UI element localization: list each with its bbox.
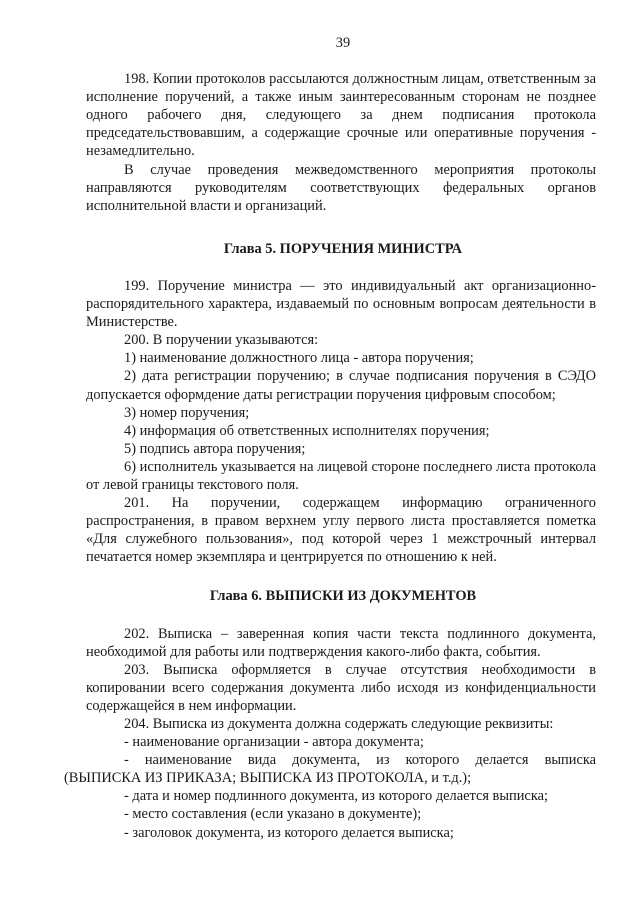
page-number: 39 bbox=[335, 35, 351, 51]
list-item-204-4: - место составления (если указано в документе); bbox=[124, 806, 422, 823]
list-item-200-1: 1) наименование должностного лица - автора поручения; bbox=[124, 350, 474, 367]
list-item-200-4: 4) информация об ответственных исполнителях поручения; bbox=[124, 422, 490, 439]
list-item-204-2-continuation: (ВЫПИСКА ИЗ ПРИКАЗА; ВЫПИСКА ИЗ ПРОТОКОЛА, и т.д.); bbox=[64, 770, 472, 787]
paragraph-200: 200. В поручении указываются: bbox=[124, 332, 319, 349]
paragraph-199: 199. Поручение министра — это индивидуальный акт организационно-распорядительного характера, издаваемый по основным вопросам деятельности в Министерстве. bbox=[86, 277, 596, 331]
list-item-200-5: 5) подпись автора поручения; bbox=[124, 440, 306, 457]
paragraph-203: 203. Выписка оформляется в случае отсутствия необходимости в копировании всего содержания документа либо исходя из конфиденциальности содержащейся в нем информации. bbox=[86, 661, 596, 714]
list-item-204-2: - наименование вида документа, из которого делается выписка bbox=[124, 752, 596, 769]
paragraph-204: 204. Выписка из документа должна содержать следующие реквизиты: bbox=[124, 716, 554, 732]
paragraph-198-interagency: В случае проведения межведомственного мероприятия протоколы направляются руководителям соответствующих федеральных органов исполнительной власти и организаций. bbox=[86, 161, 596, 214]
list-item-204-3: - дата и номер подлинного документа, из которого делается выписка; bbox=[124, 788, 548, 805]
chapter-6-title: Глава 6. ВЫПИСКИ ИЗ ДОКУМЕНТОВ bbox=[209, 588, 477, 605]
list-item-200-2: 2) дата регистрации поручению; в случае подписания поручения в СЭДО допускается оформдение даты регистрации поручения цифровым способом; bbox=[86, 368, 596, 403]
paragraph-202: 202. Выписка – заверенная копия части текста подлинного документа, необходимой для работы или подтверждения какого-либо факта, события. bbox=[86, 625, 596, 660]
paragraph-201: 201. На поручении, содержащем информацию ограниченного распространения, в правом верхнем углу первого листа проставляется пометка «Для служебного пользования», под которой через 1 межстрочный интервал печатается номер экземпляра и центрируется по отношению к ней. bbox=[86, 495, 596, 566]
list-item-204-1: - наименование организации - автора документа; bbox=[124, 734, 424, 751]
paragraph-198: 198. Копии протоколов рассылаются должностным лицам, ответственным за исполнение поручений, а также иным заинтересованным сторонам не позднее одного рабочего дня, следующего за днем подписания протокола председательствовавшим, а содержащие срочные или оперативные поручения - незамедлительно. bbox=[86, 71, 596, 160]
list-item-200-3: 3) номер поручения; bbox=[124, 404, 250, 421]
list-item-204-5: - заголовок документа, из которого делается выписка; bbox=[124, 824, 454, 841]
list-item-200-6: 6) исполнитель указывается на лицевой стороне последнего листа протокола от левой границы текстового поля. bbox=[86, 458, 596, 493]
chapter-5-title: Глава 5. ПОРУЧЕНИЯ МИНИСТРА bbox=[223, 240, 463, 257]
